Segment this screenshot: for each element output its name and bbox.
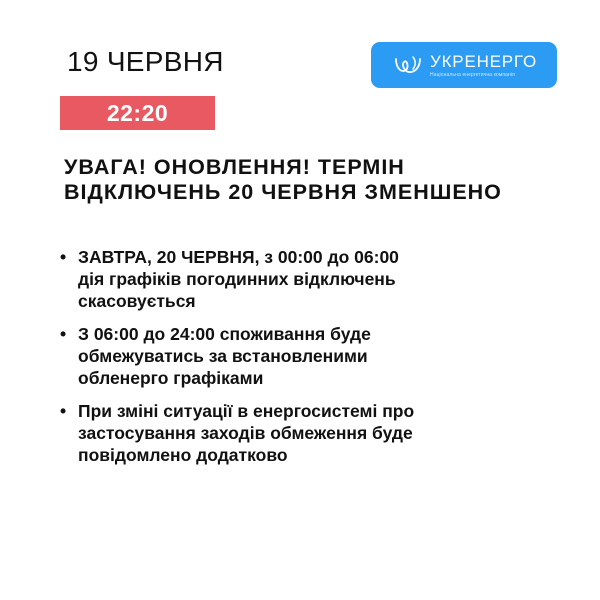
bullet-item-3 [60, 400, 560, 466]
bullet-marker: • [60, 247, 67, 267]
bullet-list [60, 246, 560, 477]
bullet-3-line-2: застосування заходів обмеження буде [78, 423, 413, 443]
logo-name: УКРЕНЕРГО [430, 51, 538, 71]
logo-subtitle: Національна енергетична компанія [430, 71, 515, 78]
bullet-1-line-3: скасовується [78, 291, 196, 311]
ukrenergo-logo-icon [393, 53, 425, 77]
bullet-2-line-1: З 06:00 до 24:00 споживання буде [78, 324, 371, 344]
bullet-item-1 [60, 246, 560, 312]
headline [64, 155, 584, 205]
bullet-marker: • [60, 401, 67, 421]
bullet-2-line-3: обленерго графіками [78, 368, 264, 388]
headline-line-2: ВІДКЛЮЧЕНЬ 20 ЧЕРВНЯ ЗМЕНШЕНО [64, 180, 502, 204]
bullet-2-line-2: обмежуватись за встановленими [78, 346, 368, 366]
bullet-1-line-1: ЗАВТРА, 20 ЧЕРВНЯ, з 00:00 до 06:00 [78, 247, 399, 267]
ukrenergo-logo [371, 42, 557, 88]
bullet-marker: • [60, 324, 67, 344]
time-badge: 22:20 [60, 96, 215, 130]
bullet-3-line-1: При зміні ситуації в енергосистемі про [78, 401, 415, 421]
bullet-3-line-3: повідомлено додатково [78, 445, 288, 465]
headline-line-1: УВАГА! ОНОВЛЕННЯ! ТЕРМІН [64, 155, 405, 179]
bullet-item-2 [60, 323, 560, 389]
bullet-1-line-2: дія графіків погодинних відключень [78, 269, 396, 289]
date-label: 19 ЧЕРВНЯ [67, 46, 224, 77]
